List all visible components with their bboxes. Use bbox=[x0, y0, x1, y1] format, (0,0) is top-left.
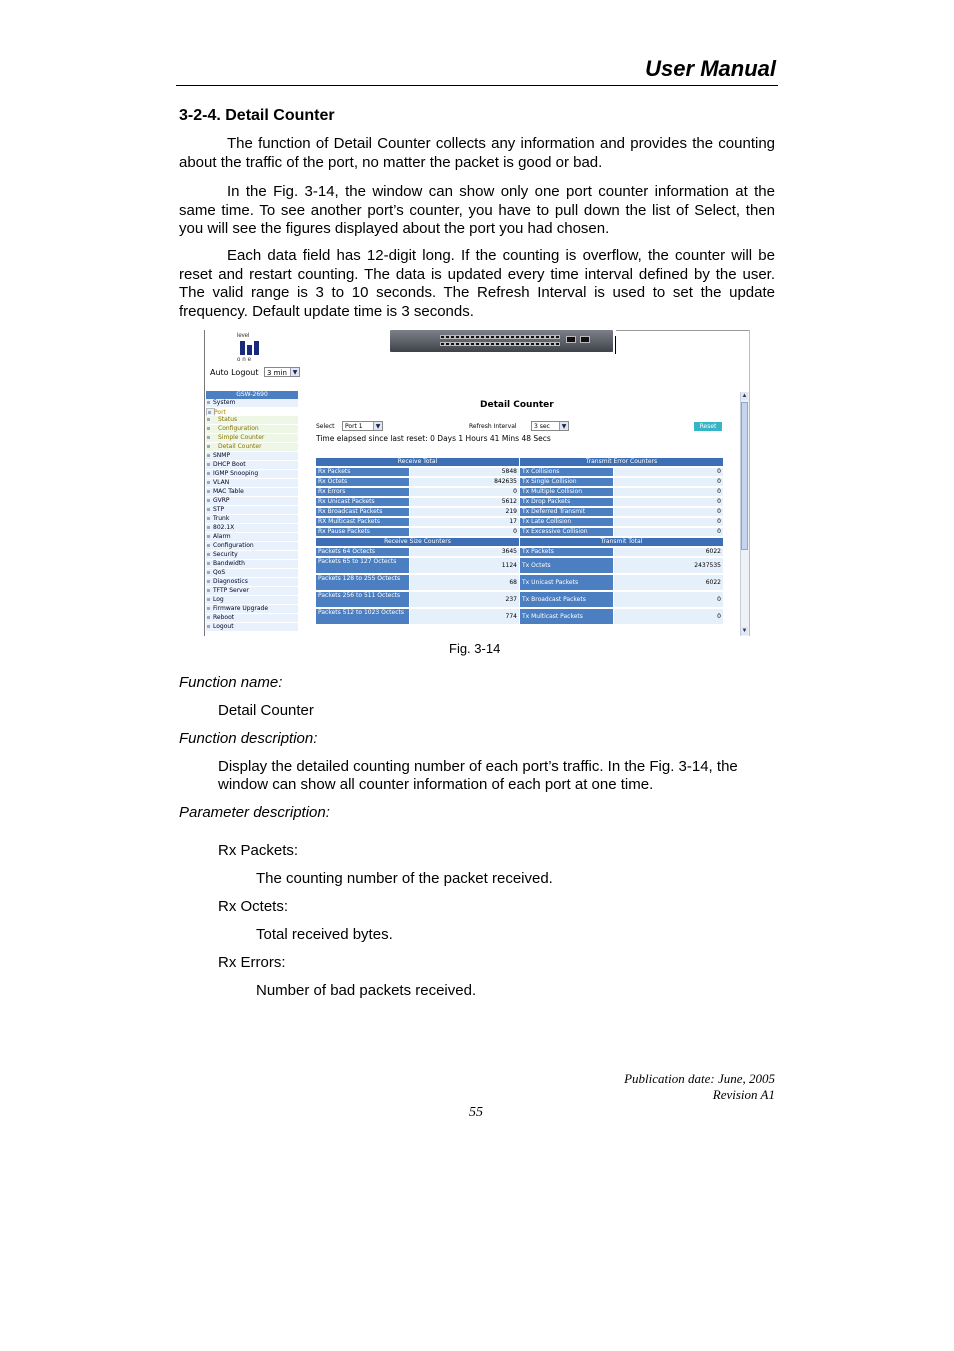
sidebar-item[interactable]: MAC Table bbox=[206, 488, 298, 497]
sidebar-item[interactable]: Configuration bbox=[206, 542, 298, 551]
sidebar-item[interactable]: Detail Counter bbox=[206, 443, 298, 452]
counter-label: Tx Excessive Collision bbox=[520, 528, 613, 536]
elapsed-time: Time elapsed since last reset: 0 Days 1 Hours 41 Mins 48 Secs bbox=[316, 434, 551, 443]
function-name: Detail Counter bbox=[218, 702, 314, 719]
sidebar-item[interactable]: Security bbox=[206, 551, 298, 560]
param-name: Rx Errors: bbox=[218, 954, 286, 971]
sidebar-menu bbox=[206, 391, 298, 632]
counter-value: 0 bbox=[614, 488, 723, 496]
header-rule bbox=[176, 85, 778, 86]
sidebar-item[interactable]: 802.1X bbox=[206, 524, 298, 533]
counter-value: 0 bbox=[614, 609, 723, 624]
figure-frame-left bbox=[204, 330, 205, 636]
counter-label: Rx Pause Packets bbox=[316, 528, 409, 536]
figure-frame-right bbox=[749, 330, 750, 636]
uplink-port-icon bbox=[580, 336, 590, 343]
counter-label: Rx Packets bbox=[316, 468, 409, 476]
publication-date: Publication date: June, 2005 bbox=[624, 1071, 775, 1086]
counter-label: Rx Unicast Packets bbox=[316, 498, 409, 506]
sidebar-item[interactable]: DHCP Boot bbox=[206, 461, 298, 470]
counter-label: Tx Packets bbox=[520, 548, 613, 556]
counter-label: Tx Octets bbox=[520, 558, 613, 573]
logo-text-bottom: one bbox=[237, 357, 254, 363]
paragraph-2: In the Fig. 3-14, the window can show only one port counter information at the same time. To see another port’s counter, you have to pull down the list of Select, then you will see the figures displayed about the port you had chosen. bbox=[179, 183, 775, 237]
table-row bbox=[315, 548, 723, 556]
param-name: Rx Octets: bbox=[218, 898, 289, 915]
function-name-label: Function name: bbox=[179, 674, 283, 691]
function-description: Display the detailed counting number of each port’s traffic. In the Fig. 3-14, the window can show all counter information of each port at one time. bbox=[218, 758, 738, 793]
switch-front-panel-image bbox=[390, 330, 613, 352]
table-row bbox=[315, 498, 723, 506]
sidebar-item[interactable]: Configuration bbox=[206, 425, 298, 434]
param-desc: Number of bad packets received. bbox=[256, 982, 477, 999]
page-number: 55 bbox=[469, 1105, 483, 1120]
auto-logout-value: 3 min bbox=[267, 369, 287, 377]
page-title: Detail Counter bbox=[480, 400, 554, 410]
port-select[interactable] bbox=[342, 421, 383, 431]
top-right-panel bbox=[616, 330, 749, 353]
scroll-down-icon[interactable]: ▼ bbox=[741, 628, 748, 634]
figure-caption: Fig. 3-14 bbox=[449, 641, 501, 656]
sidebar-item[interactable]: Trunk bbox=[206, 515, 298, 524]
table-section-header bbox=[315, 538, 723, 547]
port-select-value: Port 1 bbox=[345, 423, 363, 430]
counter-label: Packets 512 to 1023 Octects bbox=[316, 609, 409, 624]
sidebar-item[interactable]: QoS bbox=[206, 569, 298, 578]
sidebar-item[interactable]: Simple Counter bbox=[206, 434, 298, 443]
sidebar-item[interactable]: TFTP Server bbox=[206, 587, 298, 596]
sidebar-item[interactable]: VLAN bbox=[206, 479, 298, 488]
counter-value: 774 bbox=[410, 609, 519, 624]
counter-label: Packets 64 Octects bbox=[316, 548, 409, 556]
counter-value: 237 bbox=[410, 592, 519, 607]
sidebar-item[interactable]: Diagnostics bbox=[206, 578, 298, 587]
counter-label: Packets 65 to 127 Octects bbox=[316, 558, 409, 573]
paragraph-3: Each data field has 12-digit long. If the counting is overflow, the counter will be reset and restart counting. The data is updated every time interval defined by the user. The valid range is 3 to 10 seconds. The Refresh Interval is used to set the update frequency. Default update time is 3 seconds. bbox=[179, 247, 775, 320]
table-row bbox=[315, 508, 723, 516]
counter-value: 0 bbox=[614, 468, 723, 476]
select-label: Select bbox=[316, 423, 335, 430]
sidebar-item[interactable]: Alarm bbox=[206, 533, 298, 542]
counter-label: Tx Collisions bbox=[520, 468, 613, 476]
parameter-description-label: Parameter description: bbox=[179, 804, 330, 821]
counter-value: 5612 bbox=[410, 498, 519, 506]
table-row bbox=[315, 558, 723, 573]
sidebar-item[interactable]: Logout bbox=[206, 623, 298, 632]
section-title: 3-2-4. Detail Counter bbox=[179, 107, 335, 124]
param-desc: Total received bytes. bbox=[256, 926, 393, 943]
sidebar-item[interactable]: Bandwidth bbox=[206, 560, 298, 569]
refresh-interval-select[interactable] bbox=[531, 421, 569, 431]
sidebar-item[interactable]: Port bbox=[206, 408, 215, 416]
section-header-left: Receive Total bbox=[316, 458, 519, 466]
counter-label: Rx Octets bbox=[316, 478, 409, 486]
sidebar-item[interactable]: Reboot bbox=[206, 614, 298, 623]
counter-value: 0 bbox=[614, 508, 723, 516]
counter-value: 842635 bbox=[410, 478, 519, 486]
counter-value: 68 bbox=[410, 575, 519, 590]
sidebar-item[interactable]: Log bbox=[206, 596, 298, 605]
counter-value: 3645 bbox=[410, 548, 519, 556]
sidebar-item[interactable]: GVRP bbox=[206, 497, 298, 506]
counter-label: Rx Broadcast Packets bbox=[316, 508, 409, 516]
counter-label: Tx Drop Packets bbox=[520, 498, 613, 506]
counter-label: Tx Multicast Packets bbox=[520, 609, 613, 624]
function-description-label: Function description: bbox=[179, 730, 318, 747]
counter-value: 219 bbox=[410, 508, 519, 516]
counter-value: 0 bbox=[410, 528, 519, 536]
counter-value: 5848 bbox=[410, 468, 519, 476]
header-title: User Manual bbox=[645, 56, 776, 81]
uplink-port-icon bbox=[566, 336, 576, 343]
logo-text-top: level bbox=[237, 333, 250, 339]
counter-label: Tx Late Collision bbox=[520, 518, 613, 526]
chevron-down-icon: ▼ bbox=[373, 422, 382, 430]
counter-value: 0 bbox=[614, 592, 723, 607]
sidebar-item[interactable]: IGMP Snooping bbox=[206, 470, 298, 479]
scroll-up-icon[interactable]: ▲ bbox=[741, 393, 748, 399]
chevron-down-icon: ▼ bbox=[559, 422, 568, 430]
reset-button[interactable]: Reset bbox=[694, 422, 722, 431]
auto-logout-select[interactable] bbox=[264, 367, 300, 377]
table-row bbox=[315, 575, 723, 590]
sidebar-item[interactable]: Firmware Upgrade bbox=[206, 605, 298, 614]
chevron-down-icon: ▼ bbox=[290, 368, 299, 376]
table-row bbox=[315, 468, 723, 476]
counter-value: 0 bbox=[410, 488, 519, 496]
param-desc: The counting number of the packet received. bbox=[256, 870, 553, 887]
counter-value: 17 bbox=[410, 518, 519, 526]
counter-label: Rx Errors bbox=[316, 488, 409, 496]
counter-value: 0 bbox=[614, 498, 723, 506]
section-header-right: Transmit Total bbox=[520, 538, 723, 546]
sidebar-item[interactable]: SNMP bbox=[206, 452, 298, 461]
counter-label: Tx Multiple Collision bbox=[520, 488, 613, 496]
counter-label: Packets 128 to 255 Octects bbox=[316, 575, 409, 590]
table-row bbox=[315, 488, 723, 496]
counter-value: 6022 bbox=[614, 548, 723, 556]
table-section-header bbox=[315, 458, 723, 467]
counter-label: Tx Deferred Transmit bbox=[520, 508, 613, 516]
counter-value: 6022 bbox=[614, 575, 723, 590]
levelone-logo bbox=[237, 333, 261, 363]
param-name: Rx Packets: bbox=[218, 842, 299, 859]
table-row bbox=[315, 592, 723, 607]
paragraph-1: The function of Detail Counter collects any information and provides the counting about the traffic of the port, no matter the packet is good or bad. bbox=[179, 135, 775, 171]
port-icon bbox=[555, 335, 560, 339]
counter-value: 0 bbox=[614, 518, 723, 526]
counter-label: RX Multicast Packets bbox=[316, 518, 409, 526]
counter-label: Tx Broadcast Packets bbox=[520, 592, 613, 607]
refresh-interval-value: 3 sec bbox=[534, 423, 550, 430]
text-cursor bbox=[615, 336, 616, 354]
section-header-left: Receive Size Counters bbox=[316, 538, 519, 546]
section-header-right: Transmit Error Counters bbox=[520, 458, 723, 466]
auto-logout-label: Auto Logout bbox=[210, 368, 259, 377]
counter-label: Packets 256 to 511 Octects bbox=[316, 592, 409, 607]
sidebar-item[interactable]: Status bbox=[206, 416, 298, 425]
menu-title: GSW-2690 bbox=[206, 391, 298, 399]
counter-label: Tx Unicast Packets bbox=[520, 575, 613, 590]
counter-value: 2437535 bbox=[614, 558, 723, 573]
table-row bbox=[315, 609, 723, 624]
refresh-interval-label: Refresh Interval bbox=[469, 423, 517, 430]
counter-value: 0 bbox=[614, 478, 723, 486]
sidebar-item[interactable]: System bbox=[206, 399, 298, 408]
port-icon bbox=[555, 342, 560, 346]
counter-value: 1124 bbox=[410, 558, 519, 573]
table-row bbox=[315, 518, 723, 526]
counter-value: 0 bbox=[614, 528, 723, 536]
figure-screenshot bbox=[204, 330, 750, 636]
table-row bbox=[315, 528, 723, 536]
sidebar-item[interactable]: STP bbox=[206, 506, 298, 515]
counter-label: Tx Single Collision bbox=[520, 478, 613, 486]
table-row bbox=[315, 478, 723, 486]
revision: Revision A1 bbox=[712, 1087, 775, 1102]
scrollbar-thumb[interactable] bbox=[741, 402, 748, 550]
